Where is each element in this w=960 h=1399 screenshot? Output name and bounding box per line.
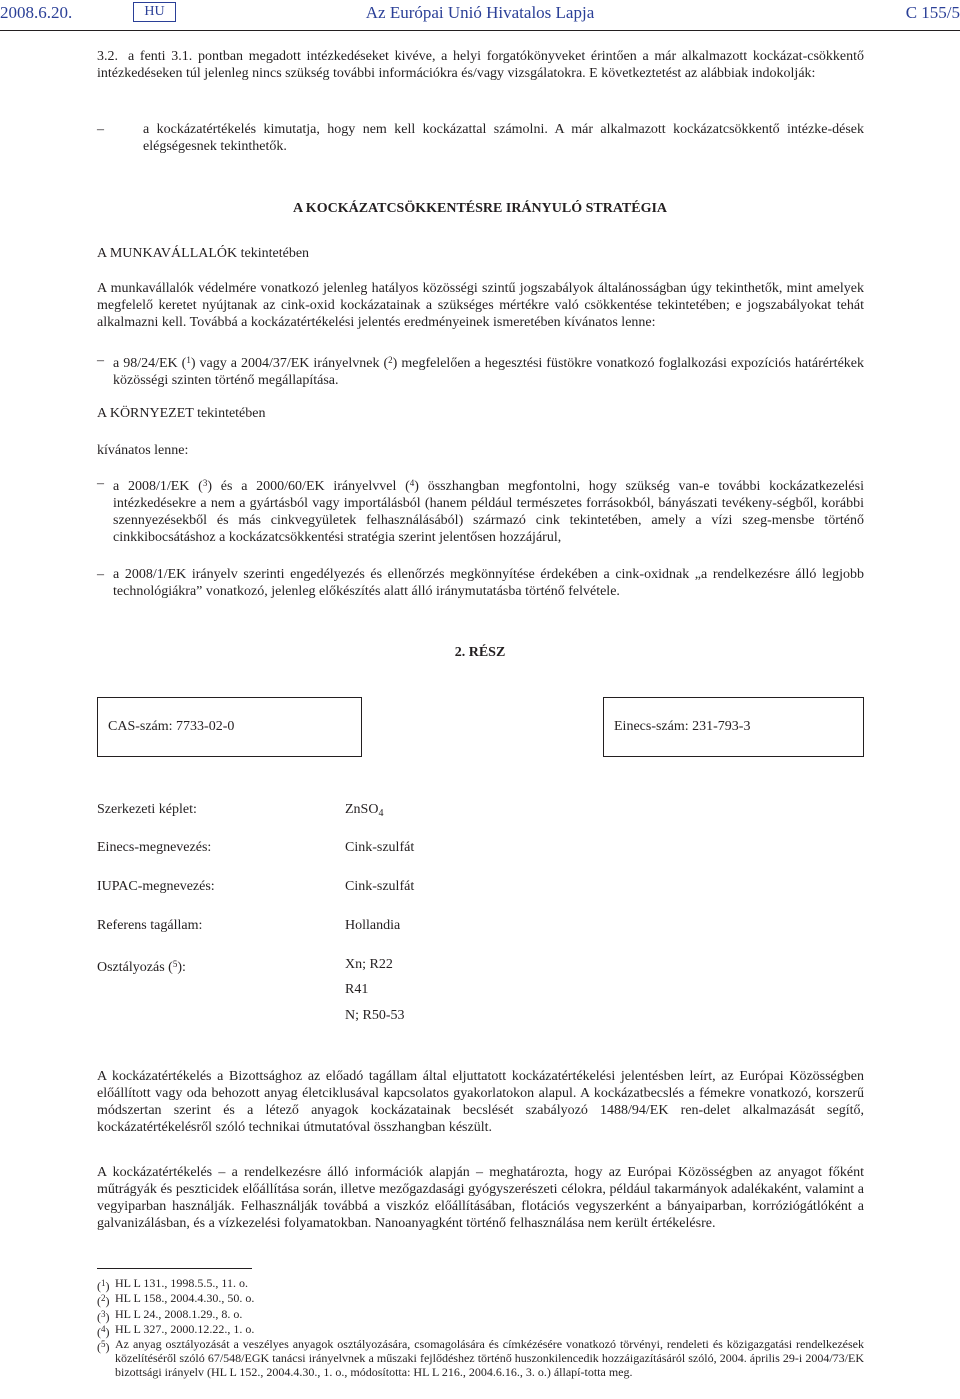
footnote-mark: ($^4$) (97, 1324, 110, 1339)
section-number: 3.2. (97, 49, 118, 64)
footnote-text: HL L 327., 2000.12.22., 1. o. (115, 1322, 255, 1336)
text-span: ): (177, 960, 186, 975)
einecs-name-label: Einecs-megnevezés: (97, 840, 212, 855)
footnote-number: 3 (101, 1309, 106, 1319)
text-span: ) vagy a 2004/37/EK irányelvnek ( (190, 356, 389, 371)
workers-paragraph: A munkavállalók védelmére vonatkozó jelenleg hatályos közösségi szintű jogszabályok általánosságban úgy tekinthetők, mint amelyek megfelelő keretet nyújtanak az cink-oxid kockázatainak a szükséges mértékre való csökkentése tekintetében; e jogszabályokat tehát alkalmazni kell. Továbbá a kockázatértékelési jelentés eredményeinek ismeretében kívánatos lenne: (97, 281, 864, 330)
part-heading: 2. RÉSZ (454, 645, 506, 660)
dash-marker: – (97, 476, 104, 491)
strategy-heading (0, 200, 960, 217)
dash-marker: – (97, 567, 104, 582)
classification-value-1: Xn; R22 (345, 957, 393, 972)
footnote-mark: ($^2$) (97, 1293, 110, 1308)
language-badge: HU (133, 2, 176, 22)
text-span: a 98/24/EK ( (113, 356, 187, 371)
footnote-number: 4 (101, 1324, 106, 1334)
footnote-text: Az anyag osztályozását a veszélyes anyagok osztályozására, csomagolására és címkézésére vonatkozó törvényi, rendeleti és közigazgatási rendelkezések közelítéséről szóló 67/548/EGK tanácsi irányelvnek a műszaki fejlődéshez történő huszonkilencedik hozzáigazításáról szóló, 2004. április 29-i 2004/73/EK bizottsági irányelv (HL L 152., 2004.4.30., 1. o., módosította: HL L 216., 2004.6.16., 3. o.) állapí-totta meg. (115, 1337, 864, 1379)
einecs-number-box: Einecs-szám: 231-793-3 (603, 697, 864, 757)
journal-header (0, 0, 960, 31)
usage-paragraph: A kockázatértékelés – a rendelkezésre álló információk alapján – meghatározta, hogy az Európai Közösségben az anyagot főként műtrágyák és peszticidek előállítása során, illetve mezőgazdasági gyógyszerészeti célokra, például takarmányok adalékaként, valamint a vegyiparban használják. Felhasználják továbbá a viszkóz előállításában, flotációs vegyszerként a bányaiparban, korróziógátlóként a galvanizálásban, és a vízkezelési folyamatokban. Nanoanyagként történő felhasználása nem került értékelésre. (97, 1165, 864, 1231)
text-span: a 2008/1/EK ( (113, 479, 203, 494)
footnote-text: HL L 131., 1998.5.5., 11. o. (115, 1276, 248, 1290)
classification-value-2: R41 (345, 982, 369, 997)
header-date: 2008.6.20. (0, 3, 73, 22)
footnote-ref: 2 (388, 355, 393, 365)
footnote (97, 1291, 864, 1308)
workers-dash-text (113, 352, 864, 389)
footnote-text: HL L 24., 2008.1.29., 8. o. (115, 1307, 243, 1321)
environment-title: A KÖRNYEZET tekintetében (97, 406, 266, 421)
footnote-mark: ($^3$) (97, 1309, 110, 1324)
environment-dash-text-1 (113, 475, 864, 546)
environment-dash-item-1 (97, 475, 864, 546)
intro-paragraph: a fenti 3.1. pontban megadott intézkedéseket kivéve, a helyi forgatókönyveket érintően a már alkalmazott kockázat-csökkentő intézkedéseken túl jelenleg nincs szükség további információkra és/vagy vizsgálatokra. E következtetést az alábbiak indokolják: (97, 49, 864, 81)
risk-assessment-paragraph: A kockázatértékelés a Bizottsághoz az előadó tagállam által eljuttatott kockázatértékelési jelentésben leírt, az Európai Közösségben előállított vagy oda behozott anyag életciklusával kapcsolatos gyakorlatokon alapul. A kockázatbecslés a fémekre vonatkozó, korszerű módszertan szerint és a létező anyagok kockázatainak becslését szabályozó 1488/94/EK ren-delet alkalmazását segítő, kockázatértékelésről szóló technikai útmutatóval összhangban készült. (97, 1069, 864, 1135)
footnote-ref: 5 (172, 959, 178, 969)
rapporteur-label: Referens tagállam: (97, 918, 203, 933)
einecs-name-value: Cink-szulfát (345, 840, 415, 855)
intro-dash-text: a kockázatértékelés kimutatja, hogy nem kell kockázattal számolni. A már alkalmazott kockázatcsökkentő intézke-dések elégségesnek tekinthetők. (143, 122, 864, 154)
dash-marker: – (97, 122, 104, 137)
footnote (97, 1276, 864, 1293)
classification-value-3: N; R50-53 (345, 1008, 405, 1023)
journal-title: Az Európai Unió Hivatalos Lapja (365, 3, 595, 22)
footnote-mark: ($^5$) (97, 1339, 110, 1354)
environment-dash-text-2: a 2008/1/EK irányelv szerinti engedélyezés és ellenőrzés megkönnyítése érdekében a cink-oxidnak „a rendelkezésre álló legjobb technológiákra” vonatkozó, jelenleg előkészítés alatt álló iránymutatásba történő felvétele. (113, 567, 864, 599)
footnote (97, 1337, 864, 1379)
classification-label (97, 956, 186, 976)
page-number: C 155/5 (905, 3, 960, 22)
iupac-name-label: IUPAC-megnevezés: (97, 879, 215, 894)
footnote-ref: 3 (202, 478, 208, 488)
formula-text: ZnSO (345, 802, 379, 817)
formula-label: Szerkezeti képlet: (97, 802, 197, 817)
environment-dash-item-2 (97, 566, 864, 600)
footnote-text: HL L 158., 2004.4.30., 50. o. (115, 1291, 255, 1305)
cas-number-box: CAS-szám: 7733-02-0 (97, 697, 362, 757)
strategy-heading-text: A KOCKÁZATCSÖKKENTÉSRE IRÁNYULÓ STRATÉGIA (292, 201, 668, 216)
footnote-number: 2 (101, 1293, 106, 1303)
footnote-number: 1 (101, 1278, 106, 1288)
formula-subscript: 4 (378, 808, 384, 819)
footnote (97, 1322, 864, 1339)
intro-dash-item (97, 121, 864, 155)
formula-value (345, 801, 383, 822)
text-span: Osztályozás ( (97, 960, 173, 975)
dash-marker: – (97, 353, 104, 368)
iupac-name-value: Cink-szulfát (345, 879, 415, 894)
footnote-ref: 4 (409, 478, 415, 488)
footnote-divider (97, 1268, 252, 1269)
workers-title: A MUNKAVÁLLALÓK tekintetében (97, 246, 310, 261)
rapporteur-value: Hollandia (345, 918, 401, 933)
workers-dash-item (97, 352, 864, 389)
text-span: ) összhangban megfontolni, hogy szükség van-e további kockázatkezelési intézkedésekre a nem a gyártásból vagy importálásból (hanem például természetes forrásokból, bányászati tevékeny-ségből, korábbi szennyezésekből és más cinkvegyületek felhasználásából) származó cink tekintetében, amely a vízi szeg-mensbe történő cinkkibocsátáshoz a kockázatcsökkentési stratégia szerint jelentősen hozzájárul, (113, 479, 864, 545)
text-span: ) és a 2000/60/EK irányelvvel ( (207, 479, 410, 494)
footnote-ref: 1 (186, 355, 191, 365)
footnote (97, 1307, 864, 1324)
footnote-number: 5 (101, 1339, 106, 1349)
text-span: ) megfelelően a hegesztési füstökre vonatkozó foglalkozási expozíciós határértékek közösségi szinten történő megállapítása. (113, 356, 864, 388)
footnote-mark: ($^1$) (97, 1278, 110, 1293)
environment-intro: kívánatos lenne: (97, 443, 189, 458)
